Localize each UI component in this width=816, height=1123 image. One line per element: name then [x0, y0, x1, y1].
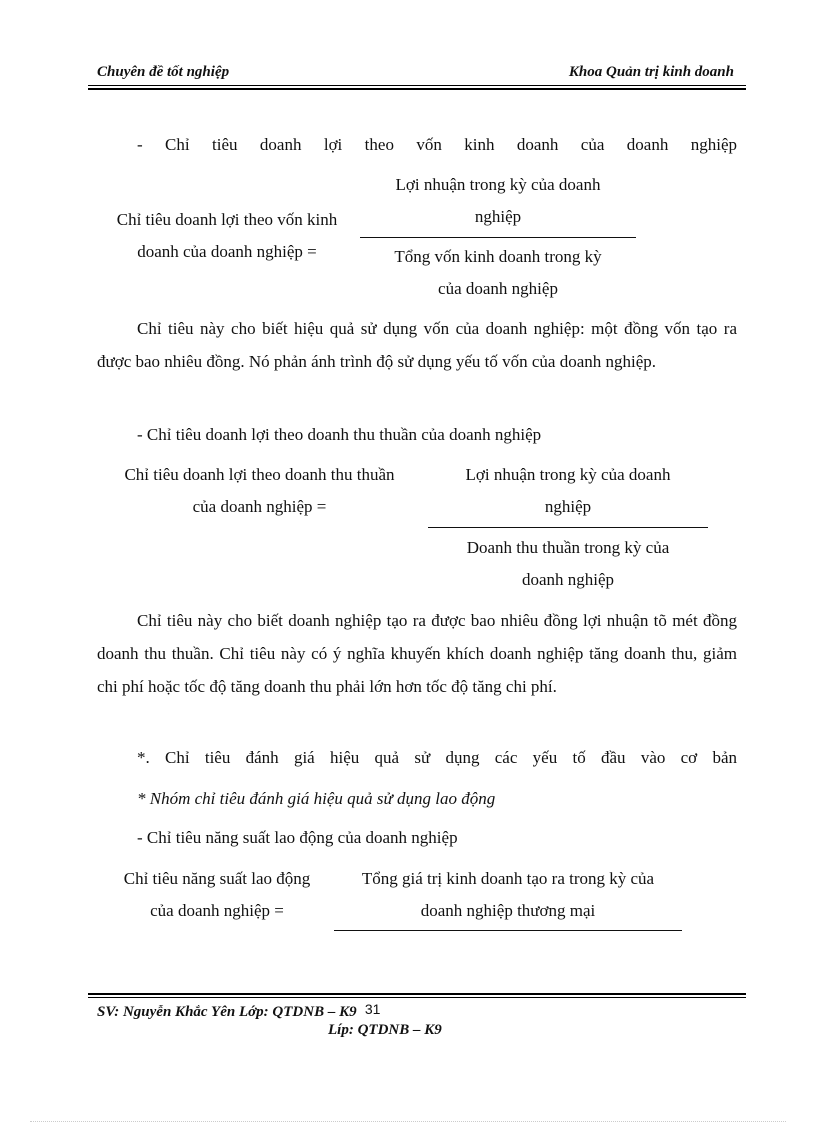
- section-subtitle-labor: * Nhóm chỉ tiêu đánh giá hiệu quả sử dụng lao động: [137, 789, 496, 808]
- formula2-fraction-bar: [428, 527, 708, 528]
- formula1-numerator: [360, 169, 636, 233]
- header-rule-bottom: [88, 88, 746, 90]
- section-title-revenue: - Chỉ tiêu doanh lợi theo doanh thu thuần của doanh nghiệp: [137, 425, 542, 444]
- footer-rule-top: [88, 993, 746, 995]
- formula3-numerator: [334, 863, 682, 927]
- formula2-denominator: [428, 532, 708, 596]
- page-bottom-divider: [30, 1121, 786, 1122]
- header-rule-top: [88, 85, 746, 86]
- formula2-num-line1: Lợi nhuận trong kỳ của doanh: [465, 465, 671, 484]
- section-title-capital: - Chỉ tiêu doanh lợi theo vốn kinh doanh của doanh nghiệp: [137, 135, 737, 154]
- footer-line1: [97, 1001, 380, 1021]
- formula2-label: [97, 459, 422, 523]
- paragraph-capital-explanation: Chỉ tiêu này cho biết hiệu quả sử dụng vốn của doanh nghiệp: một đồng vốn tạo ra được bao nhiêu đồng. Nó phản ánh trình độ sử dụng yếu tố vốn của doanh nghiệp.: [97, 319, 737, 371]
- formula1-den-line2: của doanh nghiệp: [438, 279, 558, 298]
- formula2-numerator: [428, 459, 708, 523]
- section-title-productivity: - Chỉ tiêu năng suất lao động của doanh nghiệp: [137, 828, 458, 847]
- formula1-label-line2: doanh của doanh nghiệp =: [137, 242, 317, 261]
- formula1-label: [97, 204, 357, 268]
- formula3-num-line2: doanh nghiệp thương mại: [420, 901, 596, 920]
- formula2-den-line1: Doanh thu thuần trong kỳ của: [466, 538, 670, 557]
- formula1-denominator: [360, 241, 636, 305]
- formula2-den-line2: doanh nghiệp: [521, 570, 615, 589]
- footer-student: SV: Nguyễn Khắc Yên Lớp: QTDNB – K9: [97, 1004, 357, 1020]
- formula1-num-line1: Lợi nhuận trong kỳ của doanh: [395, 175, 601, 194]
- formula3-label-line1: Chỉ tiêu năng suất lao động: [123, 869, 311, 888]
- formula1-num-line2: nghiệp: [474, 207, 522, 226]
- formula1-den-line1: Tổng vốn kinh doanh trong kỳ: [394, 247, 602, 266]
- paragraph-revenue-explanation: Chỉ tiêu này cho biết doanh nghiệp tạo ra được bao nhiêu đồng lợi nhuận tõ mét đồng doanh thu thuần. Chỉ tiêu này có ý nghĩa khuyến khích doanh nghiệp tăng doanh thu, giảm chi phí hoặc tốc độ tăng doanh thu phải lớn hơn tốc độ tăng chi phí.: [97, 611, 737, 696]
- formula3-label-line2: của doanh nghiệp =: [150, 901, 284, 920]
- formula1-fraction-bar: [360, 237, 636, 238]
- page-number: 31: [364, 1001, 381, 1017]
- formula2-label-line1: Chỉ tiêu doanh lợi theo doanh thu thuần: [124, 465, 395, 484]
- header-left: Chuyên đề tốt nghiệp: [97, 64, 230, 80]
- footer-line2: Líp: QTDNB – K9: [328, 1022, 442, 1038]
- formula2-num-line2: nghiệp: [544, 497, 592, 516]
- formula1-label-line1: Chỉ tiêu doanh lợi theo vốn kinh: [116, 210, 338, 229]
- formula2-label-line2: của doanh nghiệp =: [192, 497, 327, 516]
- formula3-fraction-bar: [334, 930, 682, 931]
- section-title-inputs: *. Chỉ tiêu đánh giá hiệu quả sử dụng các yếu tố đầu vào cơ bản: [137, 748, 737, 767]
- header-right: Khoa Quản trị kinh doanh: [568, 64, 734, 80]
- formula3-num-line1: Tổng giá trị kinh doanh tạo ra trong kỳ của: [361, 869, 655, 888]
- formula3-label: [97, 863, 337, 927]
- footer-rule-bottom: [88, 997, 746, 998]
